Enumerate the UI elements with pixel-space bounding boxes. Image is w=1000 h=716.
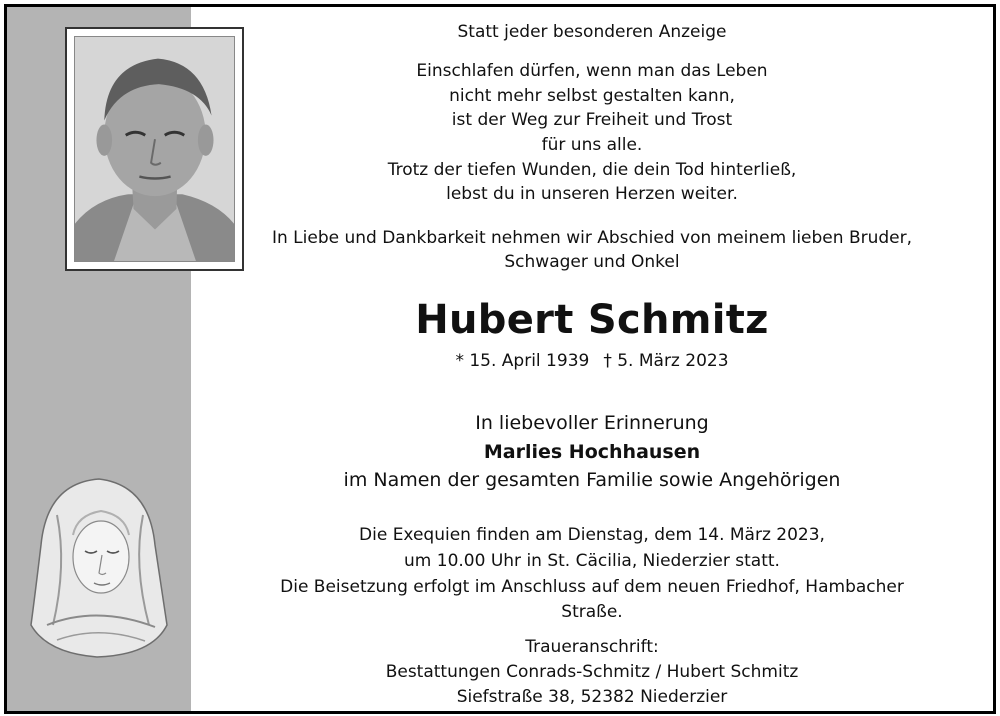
poem-line: Trotz der tiefen Wunden, die dein Tod hinterließ, [387, 160, 797, 180]
poem-line: für uns alle. [541, 135, 643, 155]
address-line: Bestattungen Conrads-Schmitz / Hubert Schmitz [385, 662, 799, 682]
deceased-name: Hubert Schmitz [415, 297, 769, 343]
intro-line: In Liebe und Dankbarkeit nehmen wir Abschied von meinem lieben Bruder, [271, 228, 913, 248]
signatory-name: Marlies Hochhausen [483, 441, 701, 463]
madonna-relief-image [27, 475, 172, 660]
service-line: Die Exequien finden am Dienstag, dem 14. März 2023, [359, 525, 825, 545]
death-date: † 5. März 2023 [603, 351, 729, 371]
life-dates [191, 351, 993, 371]
poem-line: ist der Weg zur Freiheit und Trost [451, 110, 733, 130]
remembrance-line: In liebevoller Erinnerung [475, 412, 709, 434]
service-line: Die Beisetzung erfolgt im Anschluss auf dem neuen Friedhof, Hambacher [280, 577, 904, 597]
birth-date: * 15. April 1939 [455, 351, 590, 371]
service-line: um 10.00 Uhr in St. Cäcilia, Niederzier statt. [404, 551, 780, 571]
address-line: Siefstraße 38, 52382 Niederzier [456, 687, 728, 707]
header-line: Statt jeder besonderen Anzeige [457, 22, 727, 42]
poem-line: Einschlafen dürfen, wenn man das Leben [416, 61, 768, 81]
poem-line: lebst du in unseren Herzen weiter. [446, 184, 738, 204]
obituary-notice [4, 4, 996, 714]
family-line: im Namen der gesamten Familie sowie Angehörigen [343, 469, 841, 491]
poem-line: nicht mehr selbst gestalten kann, [449, 86, 735, 106]
address-heading: Traueranschrift: [525, 637, 659, 657]
service-line: Straße. [561, 602, 623, 622]
madonna-icon [27, 475, 172, 660]
intro-line: Schwager und Onkel [504, 252, 680, 272]
